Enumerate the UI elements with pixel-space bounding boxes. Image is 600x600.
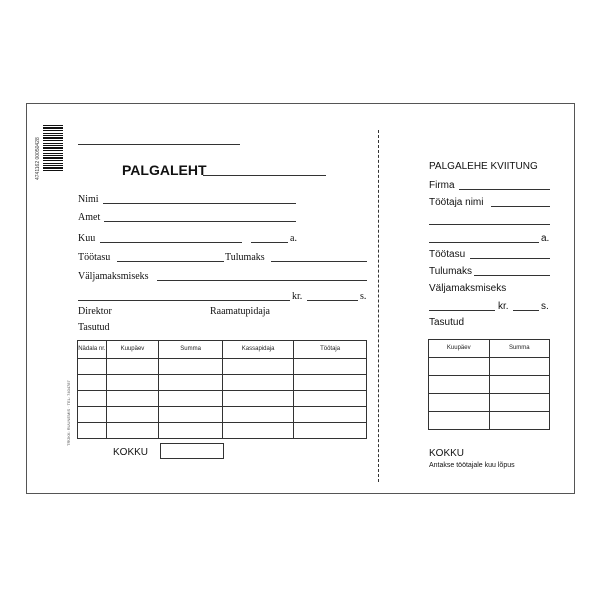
month-label: Kuu <box>78 233 96 244</box>
table-row <box>78 359 367 375</box>
table-row <box>78 391 367 407</box>
col-cashier-header: Kassapidaja <box>223 341 294 359</box>
receipt-footer-note: Antakse töötajale kuu lõpus <box>429 462 515 469</box>
col-employee-header: Töötaja <box>294 341 367 359</box>
receipt-date-field[interactable] <box>429 242 539 243</box>
year-field[interactable] <box>251 242 288 243</box>
table-row <box>78 407 367 423</box>
employee-field-2[interactable] <box>429 224 550 225</box>
year-suffix: a. <box>290 233 297 244</box>
table-row <box>429 376 550 394</box>
payment-table <box>77 340 367 439</box>
director-label: Direktor <box>78 306 112 317</box>
table-row <box>429 394 550 412</box>
company-label: Firma <box>429 180 455 191</box>
receipt-col-date-header: Kuupäev <box>429 340 490 358</box>
table-row <box>429 412 550 430</box>
total-label: KOKKU <box>113 447 149 458</box>
payout-label: Väljamaksmiseks <box>78 271 149 282</box>
salary-label: Töötasu <box>78 252 111 263</box>
receipt-salary-field[interactable] <box>470 258 550 259</box>
receipt-payout-label: Väljamaksmiseks <box>429 283 507 294</box>
amount-words-field[interactable] <box>78 300 290 301</box>
table-row <box>429 358 550 376</box>
receipt-header-row <box>429 340 550 358</box>
receipt-total-label: KOKKU <box>429 448 465 459</box>
receipt-amount-field[interactable] <box>429 310 495 311</box>
receipt-income-tax-label: Tulumaks <box>429 266 472 277</box>
receipt-table <box>428 339 550 430</box>
col-date-header: Kuupäev <box>106 341 158 359</box>
col-sum-header: Summa <box>159 341 223 359</box>
table-header-row <box>78 341 367 359</box>
income-tax-label: Tulumaks <box>225 252 265 263</box>
receipt-paid-label: Tasutud <box>429 317 465 328</box>
employee-field[interactable] <box>491 206 550 207</box>
position-field[interactable] <box>104 221 296 222</box>
name-field[interactable] <box>103 203 296 204</box>
title-blank-line <box>203 175 326 176</box>
company-field[interactable] <box>459 189 550 190</box>
s-label: s. <box>360 291 367 302</box>
kr-label: kr. <box>292 291 303 302</box>
salary-field[interactable] <box>117 261 224 262</box>
receipt-income-tax-field[interactable] <box>474 275 550 276</box>
total-box[interactable] <box>160 443 224 459</box>
receipt-col-sum-header: Summa <box>489 340 549 358</box>
receipt-title: PALGALEHE KVIITUNG <box>429 161 538 172</box>
income-tax-field[interactable] <box>271 261 367 262</box>
name-label: Nimi <box>78 194 99 205</box>
col-week-header: Nädala nr. <box>78 341 107 359</box>
paid-label: Tasutud <box>78 322 110 333</box>
month-field[interactable] <box>100 242 242 243</box>
page-title: PALGALEHT <box>122 162 207 178</box>
employee-label: Töötaja nimi <box>429 197 484 208</box>
receipt-year-suffix: a. <box>541 233 550 244</box>
receipt-cents-field[interactable] <box>513 310 539 311</box>
barcode-number: 4741162 00050428 <box>35 137 41 180</box>
cents-field[interactable] <box>307 300 358 301</box>
receipt-salary-label: Töötasu <box>429 249 466 260</box>
payout-field[interactable] <box>157 280 367 281</box>
table-row <box>78 423 367 439</box>
barcode-image <box>43 125 63 173</box>
perforation-line <box>378 130 379 482</box>
position-label: Amet <box>78 212 101 223</box>
receipt-s-label: s. <box>541 301 549 312</box>
printer-note: TRÜKK: RUUNEMIS · TEL: 7404787 <box>66 380 71 446</box>
receipt-kr-label: kr. <box>498 301 509 312</box>
top-blank-line <box>78 144 240 145</box>
accountant-label: Raamatupidaja <box>210 306 270 317</box>
table-row <box>78 375 367 391</box>
